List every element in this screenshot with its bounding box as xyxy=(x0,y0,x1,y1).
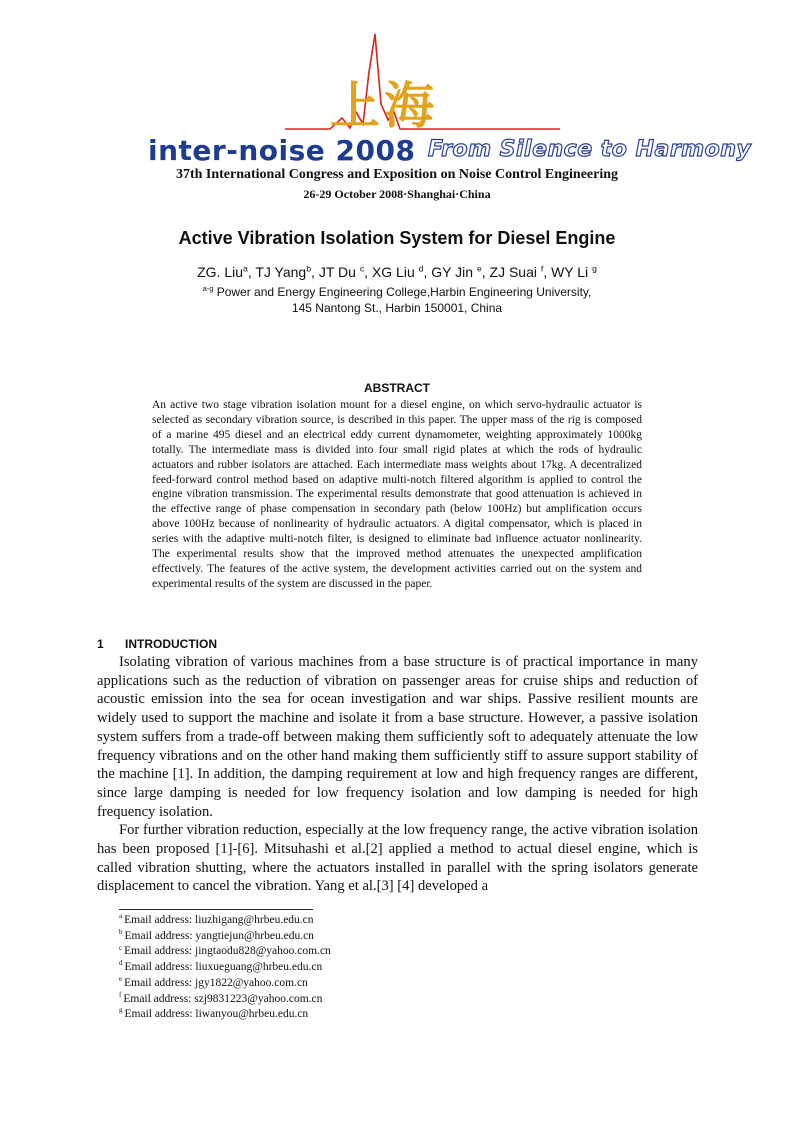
author-mark: c xyxy=(359,263,365,274)
author-mark: g xyxy=(592,263,597,274)
conference-tagline: From Silence to Harmony xyxy=(428,137,752,162)
affiliation-line-2: 145 Nantong St., Harbin 150001, China xyxy=(291,301,503,315)
footnote xyxy=(119,1007,331,1023)
author-name: TJ Yang xyxy=(255,264,307,280)
footnote-text: Email address: liwanyou@hrbeu.edu.cn xyxy=(124,1008,309,1021)
footnote-text: Email address: jingtaodu828@yahoo.com.cn xyxy=(124,945,331,958)
abstract-heading: ABSTRACT xyxy=(364,381,430,395)
author-name: ZJ Suai xyxy=(489,264,541,280)
author-separator: , xyxy=(311,264,319,280)
affiliation-line-1: Power and Energy Engineering College,Harbin Engineering University, xyxy=(213,285,592,299)
footnote-mark: d xyxy=(119,959,123,968)
footnote-mark: c xyxy=(119,943,123,952)
author-name: GY Jin xyxy=(431,264,477,280)
footnote xyxy=(119,976,331,992)
conference-logo-text: inter-noise 2008 xyxy=(148,134,416,167)
congress-name: 37th International Congress and Exposition on Noise Control Engineering xyxy=(175,167,619,182)
paragraph: For further vibration reduction, especially at the low frequency range, the active vibration isolation has been proposed [1]-[6]. Mitsuhashi et al.[2] applied a method to actual diesel engine, which is called vibration shutting, where the actuators installed in parallel with the spring isolators generate displacement to cancel the vibration. Yang et al.[3] [4] developed a xyxy=(97,822,698,895)
author-mark: e xyxy=(476,263,482,274)
footnote-list xyxy=(119,913,331,1023)
footnote-text: Email address: szj9831223@yahoo.com.cn xyxy=(123,992,323,1005)
abstract-text: An active two stage vibration isolation mount for a diesel engine, on which servo-hydraulic actuator is selected as secondary vibration source, is described in this paper. The upper mass of the rig is composed of a marine 495 diesel and an electrical eddy current dynamometer, weighting approximately 1000kg totally. The intermediate mass is divided into four small rigid plates at which the rods of hydraulic actuators and rubber isolators are attached. Each intermediate mass weights about 17kg. A decentralized feed-forward control method based on adaptive multi-notch filtered algorithm is applied to control the engine vibration transmission. The experimental results demonstrate that good attenuation is achieved in the effective range of phase compensation in secondary path (below 100Hz) but amplification occurs above 100Hz because of nonlinearity of hydraulic actuators. A digital compensator, which is placed in series with the adaptive multi-notch filter, is designed to eliminate bad influence actuator nonlinearity. The experimental results show that the improved method attenuates the unexpected amplification effectively. The features of the active system, the development activities carried out on the system and experimental results of the system are discussed in the paper. xyxy=(152,399,642,590)
footnote xyxy=(119,944,331,960)
footnote xyxy=(119,960,331,976)
footnote-mark: a xyxy=(119,912,123,921)
author-separator: , xyxy=(247,264,256,280)
footnote-text: Email address: jgy1822@yahoo.com.cn xyxy=(124,976,308,989)
footnote-text: Email address: liuxueguang@hrbeu.edu.cn xyxy=(124,961,323,974)
author-mark: d xyxy=(418,263,424,274)
author-mark: a xyxy=(243,263,248,274)
author-separator: , xyxy=(481,264,490,280)
affiliation-mark: a-g xyxy=(202,284,214,293)
author-list xyxy=(0,264,794,280)
footnote xyxy=(119,992,331,1008)
footnote-mark: b xyxy=(119,927,123,936)
author-separator: , xyxy=(364,264,372,280)
introduction-body xyxy=(97,653,698,896)
author-mark: b xyxy=(306,263,312,274)
author-separator: , xyxy=(423,264,432,280)
author-separator: , xyxy=(543,264,552,280)
shanghai-logo-text: 上海 xyxy=(330,77,438,135)
author-name: WY Li xyxy=(551,264,593,280)
affiliation xyxy=(0,284,794,316)
footnote-rule xyxy=(119,909,313,910)
footnote-mark: g xyxy=(119,1006,123,1015)
footnote xyxy=(119,929,331,945)
section-number: 1 xyxy=(97,637,104,651)
footnote-text: Email address: yangtiejun@hrbeu.edu.cn xyxy=(124,929,314,942)
footnote-mark: f xyxy=(119,990,122,999)
author-name: XG Liu xyxy=(371,264,419,280)
footnote xyxy=(119,913,331,929)
author-mark: f xyxy=(540,263,544,274)
footnote-text: Email address: liuzhigang@hrbeu.edu.cn xyxy=(124,914,314,926)
congress-dates: 26-29 October 2008·Shanghai·China xyxy=(303,187,491,201)
conference-banner xyxy=(0,0,794,170)
section-heading-introduction xyxy=(97,637,217,651)
author-name: ZG. Liu xyxy=(197,264,243,280)
paragraph: Isolating vibration of various machines from a base structure is of practical importance in many applications such as the reduction of vibration on passenger areas for cruise ships and reduction of acoustic emission into the sea for ocean investigation and war ships. Passive resilient mounts are widely used to support the machine and isolate it from a base structure. However, a passive isolation system suffers from a trade-off between making them sufficiently soft to adequately attenuate the low frequency vibrations and on the other hand making them sufficiently stiff to assure support stability of the machine [1]. In addition, the damping requirement at low and high frequency ranges are different, since large damping is needed for low frequency isolation and low damping is needed for high frequency isolation. xyxy=(97,654,698,820)
paper-title: Active Vibration Isolation System for Diesel Engine xyxy=(178,228,616,248)
section-title: INTRODUCTION xyxy=(125,637,217,651)
author-name: JT Du xyxy=(318,264,360,280)
footnote-mark: e xyxy=(119,974,123,983)
